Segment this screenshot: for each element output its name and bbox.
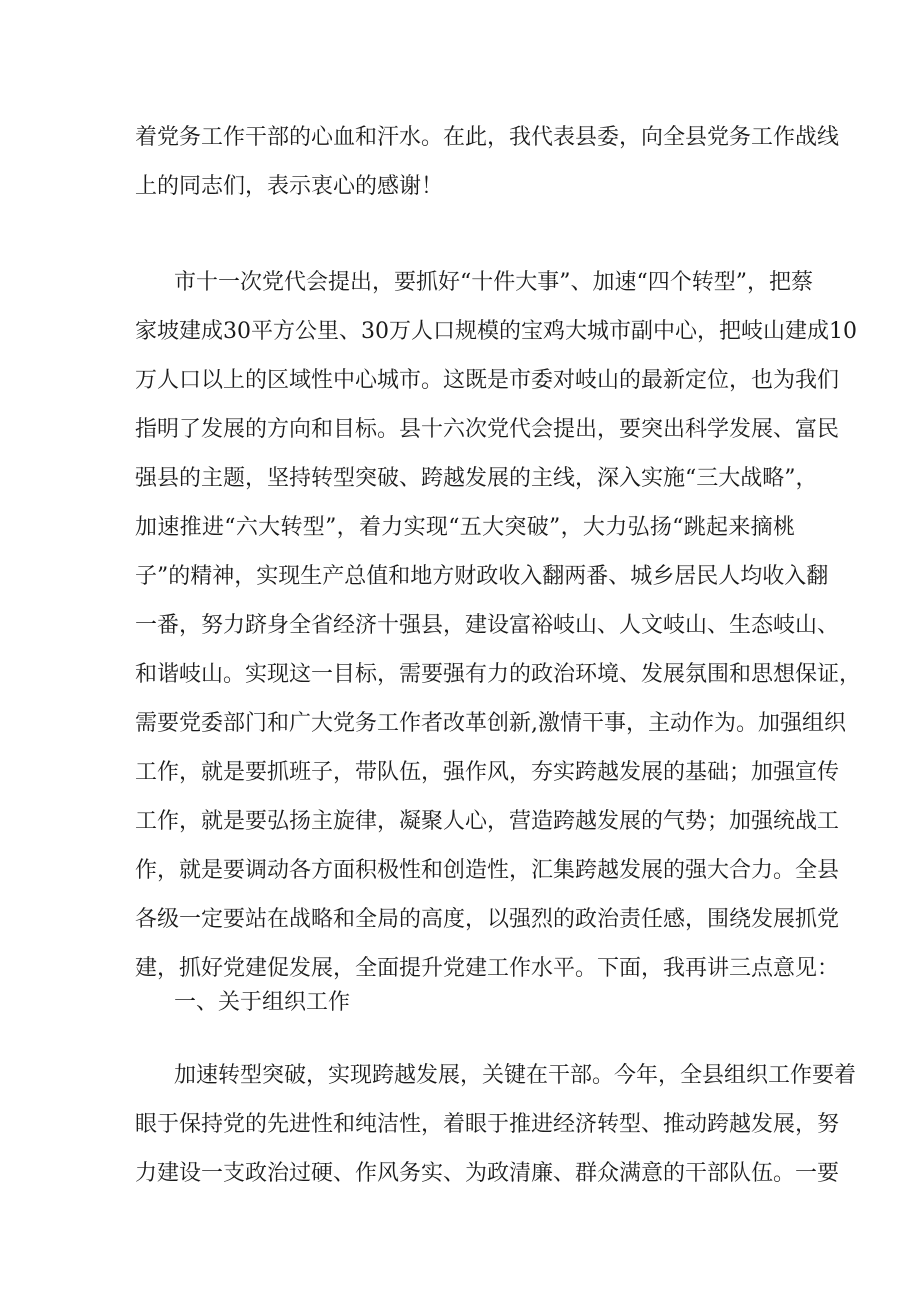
paragraph-3-line-3: 力建设一支政治过硬、作风务实、为政清廉、群众满意的干部队伍。一要 xyxy=(135,1161,840,1186)
paragraph-1-line-1: 着党务工作干部的心血和汗水。在此，我代表县委，向全县党务工作战线 xyxy=(135,125,840,150)
paragraph-3-line-2: 眼于保持党的先进性和纯洁性，着眼于推进经济转型、推动跨越发展，努 xyxy=(135,1112,840,1137)
paragraph-2-line-1: 市十一次党代会提出，要抓好“十件大事”、加速“四个转型”，把蔡 xyxy=(174,270,813,295)
section-heading: 一、关于组织工作 xyxy=(174,990,351,1015)
paragraph-2-line-13: 作，就是要调动各方面积极性和创造性，汇集跨越发展的强大合力。全县 xyxy=(135,858,840,883)
paragraph-2-line-7: 子”的精神，实现生产总值和地方财政收入翻两番、城乡居民人均收入翻 xyxy=(135,564,829,589)
paragraph-2-line-14: 各级一定要站在战略和全局的高度，以强烈的政治责任感，围绕发展抓党 xyxy=(135,907,840,932)
paragraph-2-line-4: 指明了发展的方向和目标。县十六次党代会提出，要突出科学发展、富民 xyxy=(135,417,840,442)
paragraph-2-line-2: 家坡建成30平方公里、30万人口规模的宝鸡大城市副中心，把岐山建成10 xyxy=(135,319,857,344)
paragraph-2-line-5: 强县的主题，坚持转型突破、跨越发展的主线，深入实施“三大战略”， xyxy=(135,466,818,491)
paragraph-2-line-11: 工作，就是要抓班子，带队伍，强作风，夯实跨越发展的基础；加强宣传 xyxy=(135,760,840,785)
paragraph-2-line-8: 一番，努力跻身全省经济十强县，建设富裕岐山、人文岐山、生态岐山、 xyxy=(135,613,840,638)
paragraph-2-line-9: 和谐岐山。实现这一目标，需要强有力的政治环境、发展氛围和思想保证， xyxy=(135,662,862,687)
paragraph-1-line-2: 上的同志们，表示衷心的感谢！ xyxy=(135,174,444,199)
paragraph-3-line-1: 加速转型突破，实现跨越发展，关键在干部。今年，全县组织工作要着 xyxy=(174,1063,857,1088)
paragraph-2-line-6: 加速推进“六大转型”，着力实现“五大突破”，大力弘扬“跳起来摘桃 xyxy=(135,515,795,540)
paragraph-2-line-12: 工作，就是要弘扬主旋律，凝聚人心，营造跨越发展的气势；加强统战工 xyxy=(135,809,840,834)
paragraph-2-line-3: 万人口以上的区域性中心城市。这既是市委对岐山的最新定位，也为我们 xyxy=(135,368,840,393)
paragraph-2-line-10: 需要党委部门和广大党务工作者改革创新,激情干事，主动作为。加强组织 xyxy=(135,711,846,736)
paragraph-2-line-15: 建，抓好党建促发展，全面提升党建工作水平。下面，我再讲三点意见： xyxy=(135,956,840,981)
